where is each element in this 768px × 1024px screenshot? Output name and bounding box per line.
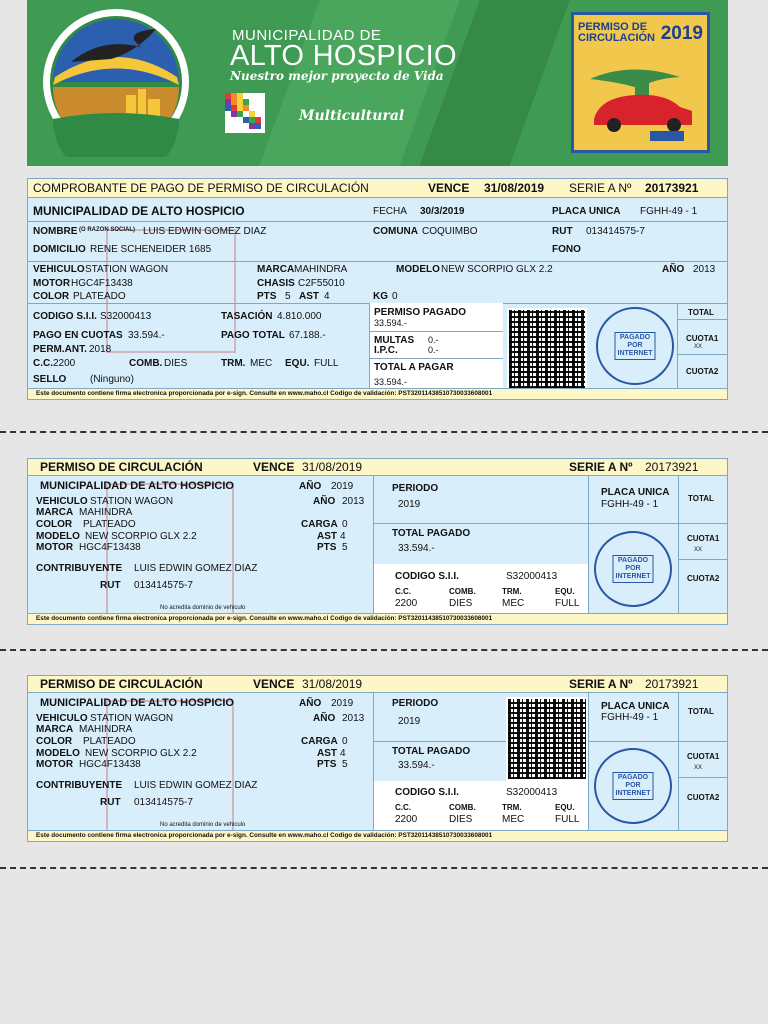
razon-social-note: (O RAZON SOCIAL): [79, 227, 135, 233]
comuna-label: COMUNA: [373, 226, 418, 237]
total-pagado-value: 33.594.-: [398, 760, 435, 771]
permit-serie-number: 20173921: [645, 677, 699, 691]
modelo-value: NEW SCORPIO GLX 2.2: [85, 748, 197, 759]
circulation-permit-panel: [27, 458, 728, 625]
contribuyente-label: CONTRIBUYENTE: [36, 563, 123, 574]
codigo-sii-value: S32000413: [506, 571, 558, 582]
chasis-value: C2F55010: [298, 278, 345, 289]
total-box-label: TOTAL: [688, 707, 714, 716]
pts-value: 5: [285, 291, 291, 302]
divider: [373, 523, 588, 524]
cuota1-box-label: CUOTA1: [687, 752, 720, 761]
pts-label: PTS: [317, 759, 337, 770]
divider: [588, 741, 678, 742]
comuna-value: COQUIMBO: [422, 226, 478, 237]
pts-value: 5: [342, 759, 348, 770]
permit-footer-note: Este documento contiene firma electronica proporcionada por e-sign. Consulte en www.maho.cl Codigo de validación: PST32011438510730033608001: [28, 613, 727, 624]
paid-internet-stamp-icon: [594, 748, 672, 824]
fecha-label: FECHA: [373, 206, 407, 217]
contribuyente-value: LUIS EDWIN GOMEZ DIAZ: [134, 563, 258, 574]
circulation-permit-panel-copy: [27, 675, 728, 842]
codigo-sii-label: CODIGO S.I.I.: [33, 311, 97, 322]
pts-label: PTS: [257, 291, 277, 302]
placa-value: FGHH-49 - 1: [640, 206, 698, 217]
receipt-serie-label: SERIE A Nº: [569, 181, 632, 195]
divider: [678, 741, 727, 742]
cc-value: 2200: [395, 814, 418, 825]
placa-label: PLACA UNICA: [601, 701, 670, 712]
modelo-label: MODELO: [396, 264, 440, 275]
anio-vehiculo-label: AÑO: [313, 496, 336, 507]
kg-value: 0: [392, 291, 398, 302]
cc-label: C.C.: [395, 587, 411, 596]
divider: [678, 777, 727, 778]
rut-label: RUT: [100, 797, 121, 808]
rut-value: 013414575-7: [134, 797, 193, 808]
total-pagado-value: 33.594.-: [398, 543, 435, 554]
cuota2-box-label: CUOTA2: [687, 793, 720, 802]
municipality-title: ALTO HOSPICIO: [230, 40, 457, 72]
municipality-subtitle: MUNICIPALIDAD DE: [232, 27, 382, 44]
ipc-value: 0.-: [428, 345, 439, 355]
cuota1-box-label: CUOTA1: [686, 334, 719, 343]
permit-title: PERMISO DE CIRCULACIÓN: [40, 460, 203, 474]
permit-anio-label: AÑO: [299, 698, 322, 709]
rut-label: RUT: [552, 226, 573, 237]
equ-label: EQU.: [555, 587, 575, 596]
vehiculo-label: VEHICULO: [33, 264, 85, 275]
divider: [677, 303, 678, 389]
total-pagado-label: TOTAL PAGADO: [392, 528, 471, 539]
divider: [678, 559, 727, 560]
divider: [370, 358, 503, 359]
badge-title: [578, 22, 655, 44]
marca-label: MARCA: [36, 507, 74, 518]
periodo-value: 2019: [398, 716, 421, 727]
permiso-pagado-label: PERMISO PAGADO: [374, 307, 467, 318]
perm-ant-value: 2018: [89, 344, 112, 355]
pago-total-label: PAGO TOTAL: [221, 330, 285, 341]
permit-serie-label: SERIE A Nº: [569, 677, 633, 691]
rut-label: RUT: [100, 580, 121, 591]
permit-2019-badge: [571, 12, 710, 153]
carga-value: 0: [342, 519, 348, 530]
trm-label: TRM.: [502, 587, 522, 596]
badge-title-line-1: PERMISO DE: [578, 21, 648, 33]
trm-value: MEC: [502, 598, 525, 609]
cuota2-box-label: CUOTA2: [687, 574, 720, 583]
motor-label: MOTOR: [36, 759, 74, 770]
color-label: COLOR: [36, 519, 73, 530]
color-value: PLATEADO: [83, 519, 136, 530]
stamp-center-text: PAGADO POR INTERNET: [613, 555, 654, 583]
anio-vehiculo-label: AÑO: [313, 713, 336, 724]
codigo-sii-label: CODIGO S.I.I.: [395, 571, 459, 582]
anio-vehiculo-value: 2013: [342, 496, 365, 507]
comb-value: DIES: [449, 598, 473, 609]
stamp-center-text: PAGADO POR INTERNET: [615, 332, 656, 360]
receipt-vence-label: VENCE: [428, 181, 470, 195]
multas-value: 0.-: [428, 335, 439, 345]
cc-value: 2200: [53, 358, 76, 369]
vehiculo-label: VEHICULO: [36, 713, 88, 724]
permit-anio-value: 2019: [331, 698, 354, 709]
municipality-logo-icon: [41, 7, 191, 157]
divider: [678, 475, 679, 615]
vehiculo-label: VEHICULO: [36, 496, 88, 507]
trm-label: TRM.: [221, 358, 246, 369]
ast-value: 4: [324, 291, 330, 302]
permit-anio-value: 2019: [331, 481, 354, 492]
cc-label: C.C.: [395, 803, 411, 812]
cuota1-xx: XX: [694, 344, 703, 350]
stamp-center-text: PAGADO POR INTERNET: [613, 772, 654, 800]
motor-value: HGC4F13438: [71, 278, 133, 289]
ipc-label: I.P.C.: [374, 345, 398, 356]
comb-label: COMB.: [129, 358, 163, 369]
carga-label: CARGA: [301, 736, 338, 747]
divider: [28, 221, 727, 222]
pago-cuotas-value: 33.594.-: [128, 330, 165, 341]
municipality-slogan: Nuestro mejor proyecto de Vida: [230, 69, 444, 83]
rut-value: 013414575-7: [134, 580, 193, 591]
codigo-sii-value: S32000413: [100, 311, 152, 322]
anio-value: 2013: [693, 264, 716, 275]
marca-label: MARCA: [257, 264, 295, 275]
rut-value: 013414575-7: [586, 226, 645, 237]
equ-value: FULL: [314, 358, 339, 369]
permit-anio-label: AÑO: [299, 481, 322, 492]
nombre-value: LUIS EDWIN GOMEZ DIAZ: [143, 226, 267, 237]
divider: [678, 523, 727, 524]
total-pagar-label: TOTAL A PAGAR: [374, 362, 454, 373]
qr-code-icon: [506, 697, 588, 781]
tasacion-label: TASACIÓN: [221, 311, 273, 322]
periodo-label: PERIODO: [392, 483, 439, 494]
domicilio-label: DOMICILIO: [33, 244, 86, 255]
modelo-label: MODELO: [36, 531, 80, 542]
color-value: PLATEADO: [83, 736, 136, 747]
carga-value: 0: [342, 736, 348, 747]
permit-vence-date: 31/08/2019: [302, 677, 363, 691]
divider: [588, 523, 678, 524]
ast-label: AST: [317, 531, 337, 542]
domicilio-value: RENE SCHENEIDER 1685: [90, 244, 212, 255]
badge-title-line-2: CIRCULACIÓN: [578, 32, 655, 44]
permit-title-bar: [28, 459, 727, 476]
divider: [588, 692, 589, 832]
trm-value: MEC: [502, 814, 525, 825]
paid-internet-stamp-icon: [596, 307, 674, 385]
permiso-pagado-value: 33.594.-: [374, 318, 408, 328]
nombre-label: NOMBRE: [33, 226, 78, 237]
ast-value: 4: [340, 531, 346, 542]
permit-municipality: MUNICIPALIDAD DE ALTO HOSPICIO: [40, 480, 234, 492]
placa-value: FGHH-49 - 1: [601, 712, 659, 723]
divider: [28, 261, 727, 262]
perm-ant-label: PERM.ANT.: [33, 344, 87, 355]
color-label: COLOR: [33, 291, 70, 302]
divider: [678, 692, 679, 832]
total-pagar-value: 33.594.-: [374, 377, 408, 387]
kg-label: KG: [373, 291, 388, 302]
multicultural-label: Multicultural: [299, 108, 405, 124]
marca-value: MAHINDRA: [79, 724, 133, 735]
permit-serie-label: SERIE A Nº: [569, 460, 633, 474]
marca-value: MAHINDRA: [294, 264, 348, 275]
no-acredita-note: No acredita dominio de vehiculo: [160, 822, 246, 828]
comb-label: COMB.: [449, 803, 476, 812]
permit-vence-date: 31/08/2019: [302, 460, 363, 474]
chasis-label: CHASIS: [257, 278, 295, 289]
permit-title: PERMISO DE CIRCULACIÓN: [40, 677, 203, 691]
permit-title-bar: [28, 676, 727, 693]
cut-line: [0, 431, 768, 433]
cuota2-box-label: CUOTA2: [686, 367, 719, 376]
marca-value: MAHINDRA: [79, 507, 133, 518]
receipt-footer-note: Este documento contiene firma electronica proporcionada por e-sign. Consulte en www.maho.cl Codigo de validación: PST32011438510730033608001: [28, 388, 727, 399]
divider: [588, 475, 589, 615]
modelo-value: NEW SCORPIO GLX 2.2: [85, 531, 197, 542]
receipt-title: COMPROBANTE DE PAGO DE PERMISO DE CIRCULACIÓN: [33, 181, 369, 195]
multas-label: MULTAS: [374, 335, 415, 346]
comb-value: DIES: [449, 814, 473, 825]
badge-year: 2019: [660, 23, 703, 44]
total-box-label: TOTAL: [688, 308, 714, 317]
vehiculo-value: STATION WAGON: [85, 264, 169, 275]
sello-label: SELLO: [33, 374, 67, 385]
municipality-header-banner: [27, 0, 728, 166]
anio-label: AÑO: [662, 264, 685, 275]
anio-vehiculo-value: 2013: [342, 713, 365, 724]
vehiculo-value: STATION WAGON: [90, 713, 174, 724]
no-acredita-note: No acredita dominio de vehiculo: [160, 605, 246, 611]
contribuyente-label: CONTRIBUYENTE: [36, 780, 123, 791]
receipt-municipality: MUNICIPALIDAD DE ALTO HOSPICIO: [33, 204, 245, 218]
tasacion-value: 4.810.000: [277, 311, 322, 322]
equ-value: FULL: [555, 814, 580, 825]
motor-label: MOTOR: [36, 542, 74, 553]
comb-value: DIES: [164, 358, 188, 369]
ast-label: AST: [299, 291, 319, 302]
divider: [677, 319, 727, 320]
placa-value: FGHH-49 - 1: [601, 499, 659, 510]
fecha-value: 30/3/2019: [420, 206, 465, 217]
divider: [677, 354, 727, 355]
cuota1-box-label: CUOTA1: [687, 534, 720, 543]
cuota1-xx: XX: [694, 765, 703, 771]
receipt-serie-number: 20173921: [645, 181, 699, 195]
cuota1-xx: XX: [694, 547, 703, 553]
cut-line: [0, 649, 768, 651]
contribuyente-value: LUIS EDWIN GOMEZ DIAZ: [134, 780, 258, 791]
comb-label: COMB.: [449, 587, 476, 596]
receipt-title-bar: [28, 179, 727, 198]
periodo-value: 2019: [398, 499, 421, 510]
permit-serie-number: 20173921: [645, 460, 699, 474]
cut-line: [0, 867, 768, 869]
permit-footer-note: Este documento contiene firma electronica proporcionada por e-sign. Consulte en www.maho.cl Codigo de validación: PST32011438510730033608001: [28, 830, 727, 841]
ast-value: 4: [340, 748, 346, 759]
placa-label: PLACA UNICA: [552, 206, 621, 217]
periodo-label: PERIODO: [392, 698, 439, 709]
total-pagado-label: TOTAL PAGADO: [392, 746, 471, 757]
color-value: PLATEADO: [73, 291, 126, 302]
pago-total-value: 67.188.-: [289, 330, 326, 341]
qr-code-icon: [507, 308, 587, 390]
pts-value: 5: [342, 542, 348, 553]
total-box-label: TOTAL: [688, 494, 714, 503]
trm-value: MEC: [250, 358, 273, 369]
divider: [370, 331, 503, 332]
codigo-sii-label: CODIGO S.I.I.: [395, 787, 459, 798]
motor-value: HGC4F13438: [79, 759, 141, 770]
equ-value: FULL: [555, 598, 580, 609]
codigo-sii-value: S32000413: [506, 787, 558, 798]
equ-label: EQU.: [555, 803, 575, 812]
carga-label: CARGA: [301, 519, 338, 530]
wiphala-flag-icon: [225, 93, 265, 133]
motor-label: MOTOR: [33, 278, 71, 289]
color-label: COLOR: [36, 736, 73, 747]
sello-value: (Ninguno): [90, 374, 134, 385]
modelo-label: MODELO: [36, 748, 80, 759]
cc-label: C.C.: [33, 358, 53, 369]
cc-value: 2200: [395, 598, 418, 609]
vehiculo-value: STATION WAGON: [90, 496, 174, 507]
modelo-value: NEW SCORPIO GLX 2.2: [441, 264, 553, 275]
pts-label: PTS: [317, 542, 337, 553]
permit-municipality: MUNICIPALIDAD DE ALTO HOSPICIO: [40, 697, 234, 709]
receipt-vence-date: 31/08/2019: [484, 181, 545, 195]
permit-vence-label: VENCE: [253, 677, 295, 691]
placa-label: PLACA UNICA: [601, 487, 670, 498]
permit-vence-label: VENCE: [253, 460, 295, 474]
trm-label: TRM.: [502, 803, 522, 812]
fono-label: FONO: [552, 244, 581, 255]
pago-cuotas-label: PAGO EN CUOTAS: [33, 330, 123, 341]
equ-label: EQU.: [285, 358, 310, 369]
ast-label: AST: [317, 748, 337, 759]
motor-value: HGC4F13438: [79, 542, 141, 553]
marca-label: MARCA: [36, 724, 74, 735]
payment-receipt-panel: [27, 178, 728, 400]
paid-internet-stamp-icon: [594, 531, 672, 607]
condor-car-illustration-icon: [580, 49, 706, 145]
